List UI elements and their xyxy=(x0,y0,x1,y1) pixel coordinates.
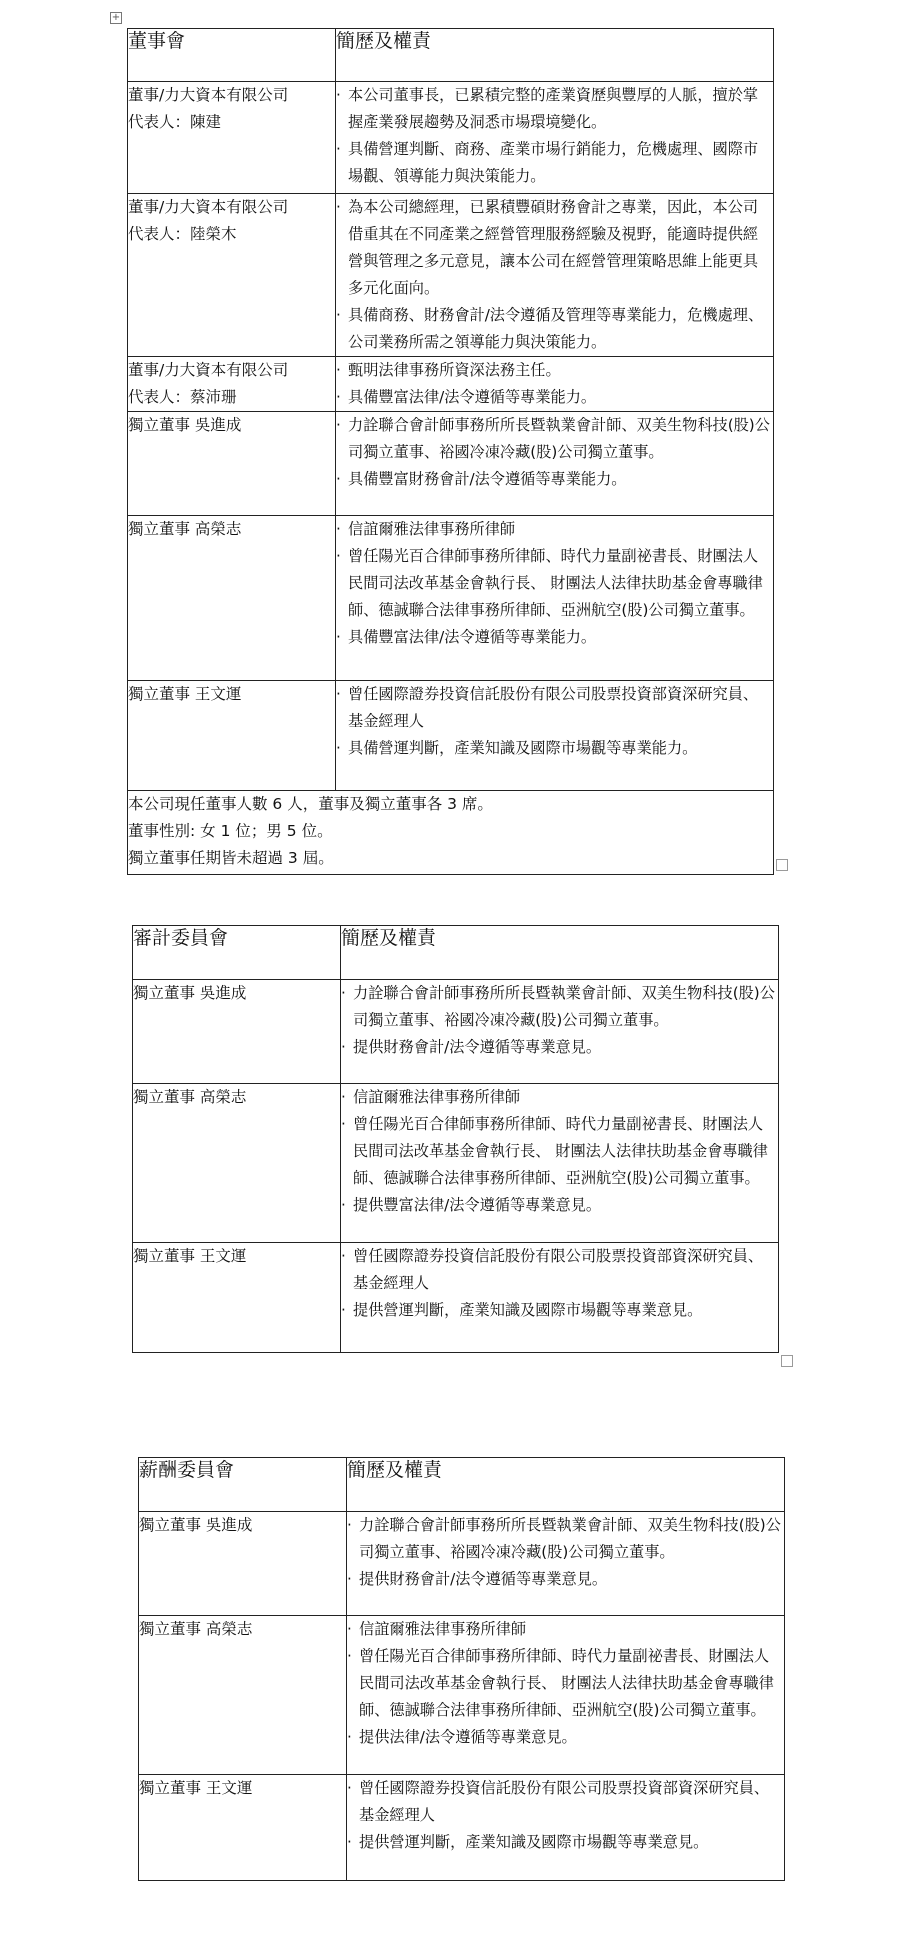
bullet-dot-icon: · xyxy=(336,86,341,104)
table-resize-handle-icon[interactable] xyxy=(776,859,788,871)
bullet-dot-icon: · xyxy=(341,1038,346,1056)
bullet-dot-icon: · xyxy=(341,1088,346,1106)
member-name-cell xyxy=(139,1616,347,1775)
profile-bullet-item xyxy=(336,194,773,302)
profile-bullet-item xyxy=(347,1643,784,1724)
profile-bullet-text: 具備豐富財務會計/法令遵循等專業能力。 xyxy=(348,470,627,488)
bullet-dot-icon: · xyxy=(336,628,341,646)
header-committee: 審計委員會 xyxy=(133,926,341,980)
profile-bullet-item xyxy=(347,1566,784,1593)
profile-bullet-item xyxy=(336,543,773,624)
profile-bullet-item xyxy=(341,1084,778,1111)
remuneration-committee-table xyxy=(138,1457,785,1881)
summary-line: 獨立董事任期皆未超過 3 屆。 xyxy=(128,849,334,867)
member-profile-cell xyxy=(341,1084,779,1243)
profile-bullet-text: 提供法律/法令遵循等專業意見。 xyxy=(359,1728,577,1746)
profile-bullet-text: 具備營運判斷、商務、產業市場行銷能力，危機處理、國際市場觀、領導能力與決策能力。 xyxy=(348,140,759,185)
bullet-dot-icon: · xyxy=(336,416,341,434)
profile-bullet-item xyxy=(336,516,773,543)
member-name-line: 獨立董事 王文運 xyxy=(128,685,242,703)
member-name-line: 董事/力大資本有限公司 xyxy=(128,198,289,216)
header-profile: 簡歷及權責 xyxy=(347,1458,785,1512)
table-resize-handle-icon[interactable] xyxy=(781,1355,793,1367)
profile-bullet-text: 信誼爾雅法律事務所律師 xyxy=(353,1088,521,1106)
table-header-row xyxy=(139,1458,785,1512)
profile-bullet-item xyxy=(336,624,773,651)
board-table xyxy=(127,28,774,875)
profile-bullet-text: 具備豐富法律/法令遵循等專業能力。 xyxy=(348,628,597,646)
profile-bullet-item xyxy=(347,1512,784,1566)
member-name-line: 獨立董事 高榮志 xyxy=(128,520,242,538)
bullet-dot-icon: · xyxy=(347,1647,352,1665)
bullet-dot-icon: · xyxy=(336,388,341,406)
board-summary xyxy=(128,791,774,875)
bullet-dot-icon: · xyxy=(336,739,341,757)
bullet-dot-icon: · xyxy=(336,198,341,216)
bullet-dot-icon: · xyxy=(347,1516,352,1534)
member-name-cell xyxy=(128,357,336,412)
member-name-line: 代表人：陳建 xyxy=(128,113,222,131)
member-name-cell xyxy=(128,194,336,357)
member-name-cell xyxy=(128,82,336,194)
member-profile-cell xyxy=(336,681,774,791)
member-name-line: 獨立董事 王文運 xyxy=(133,1247,247,1265)
member-name-cell xyxy=(133,980,341,1084)
member-name-cell xyxy=(128,516,336,681)
member-profile-cell xyxy=(341,1243,779,1353)
bullet-dot-icon: · xyxy=(336,140,341,158)
member-name-line: 董事/力大資本有限公司 xyxy=(128,86,289,104)
member-profile-cell xyxy=(347,1775,785,1881)
bullet-dot-icon: · xyxy=(341,984,346,1002)
bullet-dot-icon: · xyxy=(347,1779,352,1797)
profile-bullet-item xyxy=(341,1192,778,1219)
profile-bullet-item xyxy=(341,1243,778,1297)
profile-bullet-item xyxy=(336,136,773,190)
member-profile-cell xyxy=(336,194,774,357)
profile-bullet-item xyxy=(341,1034,778,1061)
profile-bullet-item xyxy=(336,735,773,762)
profile-bullet-text: 具備豐富法律/法令遵循等專業能力。 xyxy=(348,388,597,406)
member-name-cell xyxy=(139,1512,347,1616)
member-name-line: 獨立董事 吳進成 xyxy=(139,1516,253,1534)
profile-bullet-text: 提供營運判斷，產業知識及國際市場觀等專業意見。 xyxy=(353,1301,703,1319)
profile-bullet-item xyxy=(336,384,773,411)
bullet-dot-icon: · xyxy=(336,361,341,379)
table-header-row xyxy=(133,926,779,980)
member-name-line: 董事/力大資本有限公司 xyxy=(128,361,289,379)
header-committee: 董事會 xyxy=(128,29,336,82)
header-committee: 薪酬委員會 xyxy=(139,1458,347,1512)
bullet-dot-icon: · xyxy=(347,1728,352,1746)
profile-bullet-text: 提供財務會計/法令遵循等專業意見。 xyxy=(359,1570,608,1588)
profile-bullet-item xyxy=(347,1775,784,1829)
profile-bullet-text: 曾任陽光百合律師事務所律師、時代力量副祕書長、財團法人民間司法改革基金會執行長、 財團法人法律扶助基金會專職律師、德誠聯合法律事務所律師、亞洲航空(股)公司獨立董事。 xyxy=(348,547,763,619)
profile-bullet-text: 提供豐富法律/法令遵循等專業意見。 xyxy=(353,1196,602,1214)
bullet-dot-icon: · xyxy=(347,1833,352,1851)
member-profile-cell xyxy=(347,1512,785,1616)
member-name-line: 獨立董事 王文運 xyxy=(139,1779,253,1797)
profile-bullet-item xyxy=(341,980,778,1034)
member-name-line: 獨立董事 高榮志 xyxy=(133,1088,247,1106)
bullet-dot-icon: · xyxy=(341,1115,346,1133)
profile-bullet-item xyxy=(336,681,773,735)
bullet-dot-icon: · xyxy=(336,470,341,488)
bullet-dot-icon: · xyxy=(347,1620,352,1638)
profile-bullet-text: 力詮聯合會計師事務所所長暨執業會計師、双美生物科技(股)公司獨立董事、裕國冷凍冷藏(股)公司獨立董事。 xyxy=(353,984,775,1029)
member-name-cell xyxy=(128,412,336,516)
profile-bullet-text: 為本公司總經理，已累積豐碩財務會計之專業，因此，本公司借重其在不同產業之經營管理服務經驗及視野，能適時提供經營與管理之多元意見，讓本公司在經營管理策略思維上能更具多元化面向。 xyxy=(348,198,759,297)
member-profile-cell xyxy=(336,82,774,194)
profile-bullet-item xyxy=(336,466,773,493)
table-move-handle-icon[interactable]: + xyxy=(111,12,121,23)
bullet-dot-icon: · xyxy=(336,547,341,565)
profile-bullet-text: 力詮聯合會計師事務所所長暨執業會計師、双美生物科技(股)公司獨立董事、裕國冷凍冷藏(股)公司獨立董事。 xyxy=(359,1516,781,1561)
header-profile: 簡歷及權責 xyxy=(336,29,774,82)
member-profile-cell xyxy=(341,980,779,1084)
bullet-dot-icon: · xyxy=(341,1301,346,1319)
profile-bullet-item xyxy=(341,1297,778,1324)
profile-bullet-text: 甄明法律事務所資深法務主任。 xyxy=(348,361,561,379)
profile-bullet-item xyxy=(347,1616,784,1643)
profile-bullet-text: 曾任陽光百合律師事務所律師、時代力量副祕書長、財團法人民間司法改革基金會執行長、 財團法人法律扶助基金會專職律師、德誠聯合法律事務所律師、亞洲航空(股)公司獨立董事。 xyxy=(359,1647,774,1719)
profile-bullet-text: 曾任國際證券投資信託股份有限公司股票投資部資深研究員、基金經理人 xyxy=(359,1779,770,1824)
member-profile-cell xyxy=(336,516,774,681)
profile-bullet-item xyxy=(336,357,773,384)
profile-bullet-item xyxy=(341,1111,778,1192)
profile-bullet-text: 信誼爾雅法律事務所律師 xyxy=(348,520,516,538)
profile-bullet-text: 提供營運判斷，產業知識及國際市場觀等專業意見。 xyxy=(359,1833,709,1851)
profile-bullet-item xyxy=(347,1724,784,1751)
profile-bullet-item xyxy=(336,412,773,466)
member-name-line: 獨立董事 吳進成 xyxy=(133,984,247,1002)
bullet-dot-icon: · xyxy=(341,1196,346,1214)
member-profile-cell xyxy=(347,1616,785,1775)
member-name-cell xyxy=(139,1775,347,1881)
member-profile-cell xyxy=(336,357,774,412)
profile-bullet-text: 具備商務、財務會計/法令遵循及管理等專業能力，危機處理、公司業務所需之領導能力與決策能力。 xyxy=(348,306,764,351)
member-name-line: 代表人：蔡沛珊 xyxy=(128,388,237,406)
member-profile-cell xyxy=(336,412,774,516)
profile-bullet-text: 具備營運判斷，產業知識及國際市場觀等專業能力。 xyxy=(348,739,698,757)
profile-bullet-text: 曾任陽光百合律師事務所律師、時代力量副祕書長、財團法人民間司法改革基金會執行長、 財團法人法律扶助基金會專職律師、德誠聯合法律事務所律師、亞洲航空(股)公司獨立董事。 xyxy=(353,1115,768,1187)
member-name-line: 獨立董事 高榮志 xyxy=(139,1620,253,1638)
profile-bullet-text: 曾任國際證券投資信託股份有限公司股票投資部資深研究員、基金經理人 xyxy=(348,685,759,730)
profile-bullet-item xyxy=(336,302,773,356)
summary-line: 本公司現任董事人數 6 人，董事及獨立董事各 3 席。 xyxy=(128,795,493,813)
header-profile: 簡歷及權責 xyxy=(341,926,779,980)
profile-bullet-text: 提供財務會計/法令遵循等專業意見。 xyxy=(353,1038,602,1056)
member-name-line: 獨立董事 吳進成 xyxy=(128,416,242,434)
summary-line: 董事性別: 女 1 位；男 5 位。 xyxy=(128,822,333,840)
profile-bullet-item xyxy=(347,1829,784,1856)
member-name-cell xyxy=(133,1243,341,1353)
bullet-dot-icon: · xyxy=(336,306,341,324)
bullet-dot-icon: · xyxy=(336,685,341,703)
profile-bullet-text: 力詮聯合會計師事務所所長暨執業會計師、双美生物科技(股)公司獨立董事、裕國冷凍冷藏(股)公司獨立董事。 xyxy=(348,416,770,461)
member-name-line: 代表人：陸榮木 xyxy=(128,225,237,243)
profile-bullet-item xyxy=(336,82,773,136)
profile-bullet-text: 曾任國際證券投資信託股份有限公司股票投資部資深研究員、基金經理人 xyxy=(353,1247,764,1292)
member-name-cell xyxy=(133,1084,341,1243)
member-name-cell xyxy=(128,681,336,791)
audit-committee-table xyxy=(132,925,779,1353)
table-header-row xyxy=(128,29,774,82)
bullet-dot-icon: · xyxy=(347,1570,352,1588)
bullet-dot-icon: · xyxy=(336,520,341,538)
profile-bullet-text: 信誼爾雅法律事務所律師 xyxy=(359,1620,527,1638)
bullet-dot-icon: · xyxy=(341,1247,346,1265)
profile-bullet-text: 本公司董事長，已累積完整的產業資歷與豐厚的人脈，擅於掌握產業發展趨勢及洞悉市場環境變化。 xyxy=(348,86,759,131)
